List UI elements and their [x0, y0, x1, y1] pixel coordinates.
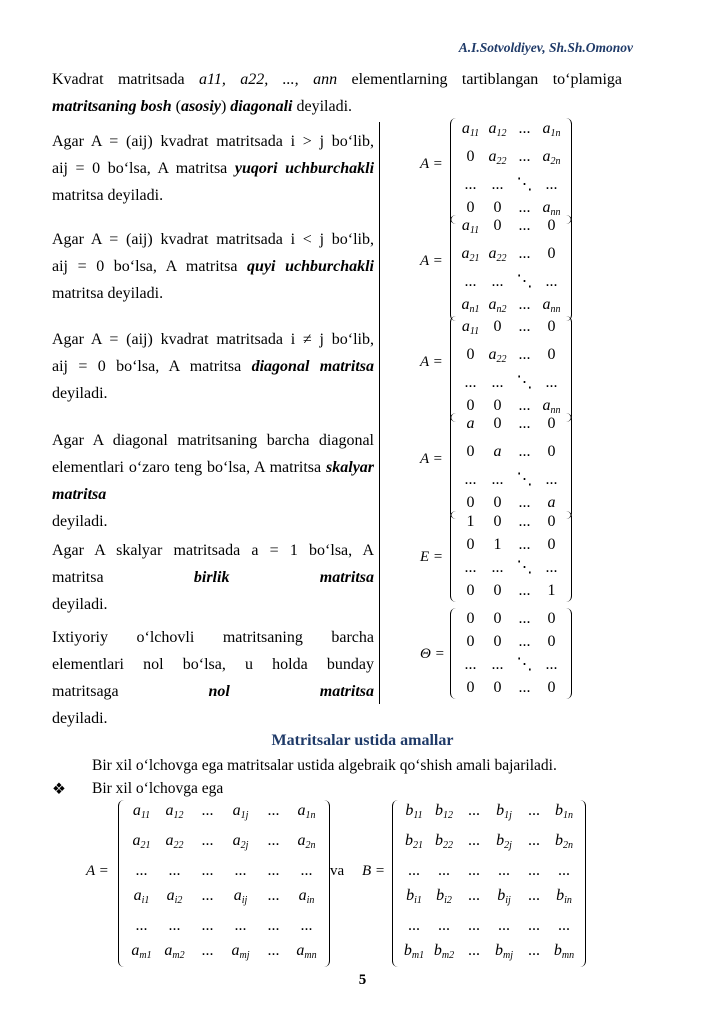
- intro-line-2: matritsaning bosh (asosiy) diagonali deyiladi.: [52, 98, 353, 115]
- matrix-cell: ...: [518, 513, 531, 530]
- matrix-cell: 0: [493, 679, 502, 696]
- matrix-label: A =: [420, 253, 443, 269]
- matrix-cell: 0: [493, 318, 502, 335]
- matrix-cell: ...: [498, 862, 510, 879]
- matrix-4: [450, 413, 572, 519]
- matrix-cell: ...: [464, 656, 477, 673]
- matrix-cell: $b_{in}$: [556, 887, 572, 906]
- matrix-3: [450, 316, 572, 422]
- definition-2: [52, 226, 374, 307]
- definition-line: deyiladi.: [52, 596, 108, 613]
- matrix-cell: ...: [491, 471, 504, 488]
- matrix-cell: ...: [438, 862, 450, 879]
- matrix-cell: ...: [518, 633, 531, 650]
- matrix-cell: $a_{1n}$: [297, 802, 316, 821]
- matrix-cell: 0: [547, 633, 556, 650]
- matrix-cell: $a_{m2}$: [164, 942, 185, 961]
- matrix-cell: $b_{mn}$: [553, 942, 575, 961]
- matrix-cell: ...: [300, 917, 313, 934]
- va-text: va: [330, 863, 345, 879]
- matrix-cell: ...: [545, 559, 558, 576]
- matrix-cell: ...: [518, 217, 531, 234]
- matrix-cell: ⋱: [516, 471, 533, 488]
- defined-term: skalyar matritsa: [52, 459, 375, 503]
- matrix-cell: $b_{m1}$: [403, 942, 425, 961]
- matrix-cell: ...: [491, 656, 504, 673]
- matrix-cell: ⋱: [516, 374, 533, 391]
- definition-line: aij = 0 bo‘lsa, A matritsa diagonal matritsa: [52, 358, 374, 375]
- matrix-cell: ...: [518, 318, 531, 335]
- matrix-cell: $a_{1j}$: [232, 802, 249, 821]
- page-number: 5: [358, 972, 367, 988]
- matrix-cell: ...: [518, 397, 531, 414]
- matrix-2: [450, 215, 572, 321]
- matrix-cell: 0: [547, 536, 556, 553]
- matrix-cell: ...: [518, 296, 531, 313]
- matrix-cell: ...: [267, 832, 280, 849]
- intro-text-a: Kvadrat matritsada: [52, 71, 185, 88]
- matrix-cell: ...: [464, 374, 477, 391]
- matrix-cell: $b_{i2}$: [436, 887, 452, 906]
- big-matrix-a: [118, 800, 330, 967]
- matrix-cell: 0: [466, 443, 475, 460]
- matrix-cell: $b_{ij}$: [497, 887, 511, 906]
- matrix-cell: ...: [408, 917, 420, 934]
- matrix-cell: ...: [267, 862, 280, 879]
- matrix-cell: 0: [466, 346, 475, 363]
- matrix-cell: $a_{2n}$: [542, 148, 561, 167]
- matrix-cell: ...: [518, 536, 531, 553]
- matrix-cell: $a_{11}$: [461, 120, 480, 139]
- intro-line-1: [52, 66, 622, 93]
- matrix-cell: 0: [547, 245, 556, 262]
- matrix-cell: $a_{i1}$: [133, 887, 150, 906]
- matrix-cell: ...: [234, 862, 247, 879]
- matrix-cell: ...: [518, 199, 531, 216]
- matrix-cell: ⋱: [516, 559, 533, 576]
- matrix-cell: 0: [493, 217, 502, 234]
- matrix-cell: ...: [468, 887, 480, 904]
- matrix-cell: ...: [545, 471, 558, 488]
- matrix-cell: ...: [545, 176, 558, 193]
- matrix-cell: ...: [491, 273, 504, 290]
- matrix-cell: ...: [518, 415, 531, 432]
- definition-line: Ixtiyoriy o‘lchovli matritsaning barcha: [52, 629, 374, 646]
- matrix-cell: $a_{2j}$: [232, 832, 249, 851]
- matrix-cell: $b_{12}$: [435, 802, 453, 821]
- intro-formula: a11, a22, ..., ann: [199, 71, 338, 88]
- intro-end: deyiladi.: [296, 98, 353, 115]
- definition-line: aij = 0 bo‘lsa, A matritsa yuqori uchburchakli: [52, 160, 375, 177]
- matrix-label: E =: [420, 549, 444, 565]
- matrix-cell: $b_{1j}$: [496, 802, 512, 821]
- intro-bold-paren: asosiy: [180, 98, 221, 115]
- matrix-cell: ...: [468, 832, 480, 849]
- matrix-cell: ...: [491, 374, 504, 391]
- matrix-cell: ...: [464, 273, 477, 290]
- matrix-cell: ...: [408, 862, 420, 879]
- matrix-6: [450, 608, 572, 699]
- matrix-cell: 0: [466, 610, 475, 627]
- definition-line: elementlari nol bo‘lsa, u holda bunday: [52, 656, 374, 673]
- definition-line: matritsa deyiladi.: [52, 187, 164, 204]
- matrix-cell: ...: [518, 245, 531, 262]
- matrix-cell: 0: [493, 633, 502, 650]
- matrix-cell: 0: [493, 397, 502, 414]
- matrix-cell: $b_{2n}$: [555, 832, 573, 851]
- matrix-cell: $a_{ij}$: [233, 887, 248, 906]
- matrix-cell: ...: [518, 443, 531, 460]
- matrix-cell: 0: [493, 513, 502, 530]
- definition-line: Agar A = (aij) kvadrat matritsada i > j bo‘lib,: [52, 133, 374, 150]
- defined-term: diagonal matritsa: [251, 358, 374, 375]
- matrix-cell: 0: [547, 443, 556, 460]
- matrix-cell: $a_{11}$: [132, 802, 151, 821]
- matrix-cell: ...: [464, 471, 477, 488]
- matrix-cell: 0: [547, 318, 556, 335]
- matrix-label: Θ =: [420, 646, 445, 662]
- definition-line: Agar A diagonal matritsaning barcha diagonal: [52, 432, 374, 449]
- matrix-cell: ...: [135, 917, 148, 934]
- matrix-cell: $a_{11}$: [461, 217, 480, 236]
- matrix-cell: ...: [468, 862, 480, 879]
- matrix-cell: ...: [267, 887, 280, 904]
- matrix-cell: ...: [558, 862, 570, 879]
- intro-bold-1: matritsaning bosh: [52, 98, 172, 115]
- matrix-cell: ...: [300, 862, 313, 879]
- matrix-cell: ...: [491, 559, 504, 576]
- matrix-cell: $a_{in}$: [298, 887, 315, 906]
- definition-line: Agar A = (aij) kvadrat matritsada i ≠ j bo‘lib,: [52, 331, 374, 348]
- matrix-cell: ...: [528, 917, 540, 934]
- definition-6: [52, 624, 374, 732]
- bullet-icon: ❖: [52, 781, 66, 798]
- matrix-cell: 0: [466, 148, 475, 165]
- definition-line: matritsa birlik matritsa: [52, 569, 374, 586]
- matrix-cell: ...: [518, 610, 531, 627]
- matrix-cell: 0: [466, 679, 475, 696]
- definition-line: deyiladi.: [52, 513, 108, 530]
- matrix-cell: $a_{2n}$: [297, 832, 316, 851]
- defined-term: nol matritsa: [208, 683, 374, 700]
- matrix-cell: 0: [547, 346, 556, 363]
- matrix-cell: ...: [468, 802, 480, 819]
- definition-4: [52, 427, 374, 535]
- matrix-cell: ...: [438, 917, 450, 934]
- matrix-label: A =: [420, 156, 443, 172]
- matrix-cell: ...: [267, 942, 280, 959]
- matrix-cell: ...: [491, 176, 504, 193]
- definition-line: Agar A skalyar matritsada a = 1 bo‘lsa, A: [52, 542, 374, 559]
- matrix-cell: ...: [234, 917, 247, 934]
- matrix-cell: 0: [547, 513, 556, 530]
- matrix-label: A =: [420, 451, 443, 467]
- matrix-label: A =: [420, 354, 443, 370]
- matrix-cell: ...: [201, 917, 214, 934]
- matrix-cell: a: [466, 415, 475, 432]
- matrix-cell: 0: [493, 610, 502, 627]
- matrix-cell: ...: [545, 273, 558, 290]
- matrix-cell: ...: [135, 862, 148, 879]
- matrix-cell: $a_{nn}$: [542, 397, 561, 416]
- matrix-cell: $a_{11}$: [461, 318, 480, 337]
- definition-3: [52, 326, 374, 407]
- section-line-2: Bir xil o‘lchovga ega: [92, 780, 224, 797]
- matrix-cell: 0: [547, 679, 556, 696]
- matrix-cell: $a_{i2}$: [166, 887, 183, 906]
- matrix-cell: $a_{n2}$: [488, 296, 507, 315]
- matrix-cell: $b_{1n}$: [555, 802, 573, 821]
- defined-term: birlik matritsa: [193, 569, 374, 586]
- matrix-cell: ...: [168, 862, 181, 879]
- matrix-cell: $a_{nn}$: [542, 296, 561, 315]
- matrix-cell: 0: [493, 199, 502, 216]
- definition-line: matritsa deyiladi.: [52, 285, 164, 302]
- matrix-cell: a: [547, 494, 556, 511]
- matrix-cell: ...: [201, 887, 214, 904]
- matrix-cell: 0: [493, 582, 502, 599]
- matrix-cell: 0: [493, 415, 502, 432]
- matrix-cell: $b_{21}$: [405, 832, 423, 851]
- matrix-cell: ...: [201, 862, 214, 879]
- matrix-cell: $a_{22}$: [488, 245, 507, 264]
- matrix-cell: 0: [466, 633, 475, 650]
- matrix-cell: 1: [547, 582, 556, 599]
- matrix-cell: $a_{mj}$: [231, 942, 250, 961]
- matrix-cell: $a_{mn}$: [296, 942, 317, 961]
- definition-line: deyiladi.: [52, 385, 108, 402]
- big-matrix-b-label: B =: [362, 863, 386, 879]
- big-matrix-a-label: A =: [86, 863, 109, 879]
- defined-term: yuqori uchburchakli: [234, 160, 375, 177]
- matrix-1: [450, 118, 572, 224]
- matrix-cell: $b_{i1}$: [406, 887, 422, 906]
- definition-5: [52, 537, 374, 618]
- matrix-cell: 1: [466, 513, 475, 530]
- matrix-cell: ⋱: [516, 273, 533, 290]
- matrix-cell: ⋱: [516, 176, 533, 193]
- matrix-cell: ...: [498, 917, 510, 934]
- matrix-cell: 0: [466, 494, 475, 511]
- matrix-cell: ...: [201, 802, 214, 819]
- definition-line: matritsaga nol matritsa: [52, 683, 374, 700]
- big-matrix-b: [392, 800, 586, 967]
- matrix-cell: ...: [201, 942, 214, 959]
- definition-line: elementlari o‘zaro teng bo‘lsa, A matritsa skalyar matritsa: [52, 459, 375, 503]
- matrix-cell: ...: [518, 494, 531, 511]
- definition-line: aij = 0 bo‘lsa, A matritsa quyi uchburchakli: [52, 258, 375, 275]
- matrix-5: [450, 511, 572, 602]
- matrix-cell: ...: [464, 559, 477, 576]
- matrix-cell: $a_{21}$: [461, 245, 480, 264]
- matrix-cell: 0: [493, 494, 502, 511]
- matrix-cell: ...: [528, 832, 540, 849]
- matrix-cell: $a_{22}$: [165, 832, 184, 851]
- matrix-cell: $a_{12}$: [165, 802, 184, 821]
- matrix-cell: ...: [267, 917, 280, 934]
- intro-text-b: elementlarning tartiblangan to‘plamiga: [351, 71, 623, 88]
- matrix-cell: $a_{12}$: [488, 120, 507, 139]
- definition-1: [52, 128, 374, 209]
- matrix-cell: ...: [545, 656, 558, 673]
- matrix-cell: $a_{22}$: [488, 346, 507, 365]
- matrix-cell: ...: [468, 942, 480, 959]
- matrix-cell: ...: [267, 802, 280, 819]
- defined-term: quyi uchburchakli: [247, 258, 375, 275]
- definition-line: Agar A = (aij) kvadrat matritsada i < j bo‘lib,: [52, 231, 374, 248]
- matrix-cell: ...: [464, 176, 477, 193]
- matrix-cell: $a_{1n}$: [542, 120, 561, 139]
- matrix-cell: ...: [545, 374, 558, 391]
- matrix-cell: ...: [201, 832, 214, 849]
- matrix-cell: 1: [493, 536, 502, 553]
- matrix-cell: ...: [518, 120, 531, 137]
- matrix-cell: 0: [547, 610, 556, 627]
- section-line-1: Bir xil o‘lchovga ega matritsalar ustida algebraik qo‘shish amali bajariladi.: [92, 757, 557, 774]
- matrix-cell: ...: [528, 942, 540, 959]
- column-divider: [379, 122, 380, 704]
- matrix-cell: 0: [547, 415, 556, 432]
- matrix-cell: ...: [528, 887, 540, 904]
- matrix-cell: ⋱: [516, 656, 533, 673]
- matrix-cell: 0: [466, 536, 475, 553]
- header-authors: A.I.Sotvoldiyev, Sh.Sh.Omonov: [458, 40, 633, 55]
- matrix-cell: $b_{2j}$: [496, 832, 512, 851]
- matrix-cell: 0: [466, 582, 475, 599]
- matrix-cell: ...: [168, 917, 181, 934]
- matrix-cell: $a_{nn}$: [542, 199, 561, 218]
- matrix-cell: $b_{m2}$: [433, 942, 455, 961]
- matrix-cell: 0: [466, 199, 475, 216]
- matrix-cell: $a_{m1}$: [131, 942, 152, 961]
- matrix-cell: $a_{21}$: [132, 832, 151, 851]
- matrix-cell: ...: [518, 148, 531, 165]
- matrix-cell: 0: [466, 397, 475, 414]
- matrix-cell: $a_{n1}$: [461, 296, 480, 315]
- matrix-cell: a: [493, 443, 502, 460]
- matrix-cell: ...: [518, 346, 531, 363]
- matrix-cell: ...: [528, 862, 540, 879]
- definition-line: deyiladi.: [52, 710, 108, 727]
- matrix-cell: $a_{22}$: [488, 148, 507, 167]
- section-title: Matritsalar ustida amallar: [271, 732, 454, 749]
- matrix-cell: 0: [547, 217, 556, 234]
- matrix-cell: ...: [518, 679, 531, 696]
- matrix-cell: ...: [468, 917, 480, 934]
- matrix-cell: $b_{11}$: [405, 802, 423, 821]
- matrix-cell: ...: [518, 582, 531, 599]
- matrix-cell: $b_{22}$: [435, 832, 453, 851]
- matrix-cell: $b_{mj}$: [495, 942, 513, 961]
- matrix-cell: ...: [528, 802, 540, 819]
- intro-bold-2: diagonali: [230, 98, 293, 115]
- matrix-cell: ...: [558, 917, 570, 934]
